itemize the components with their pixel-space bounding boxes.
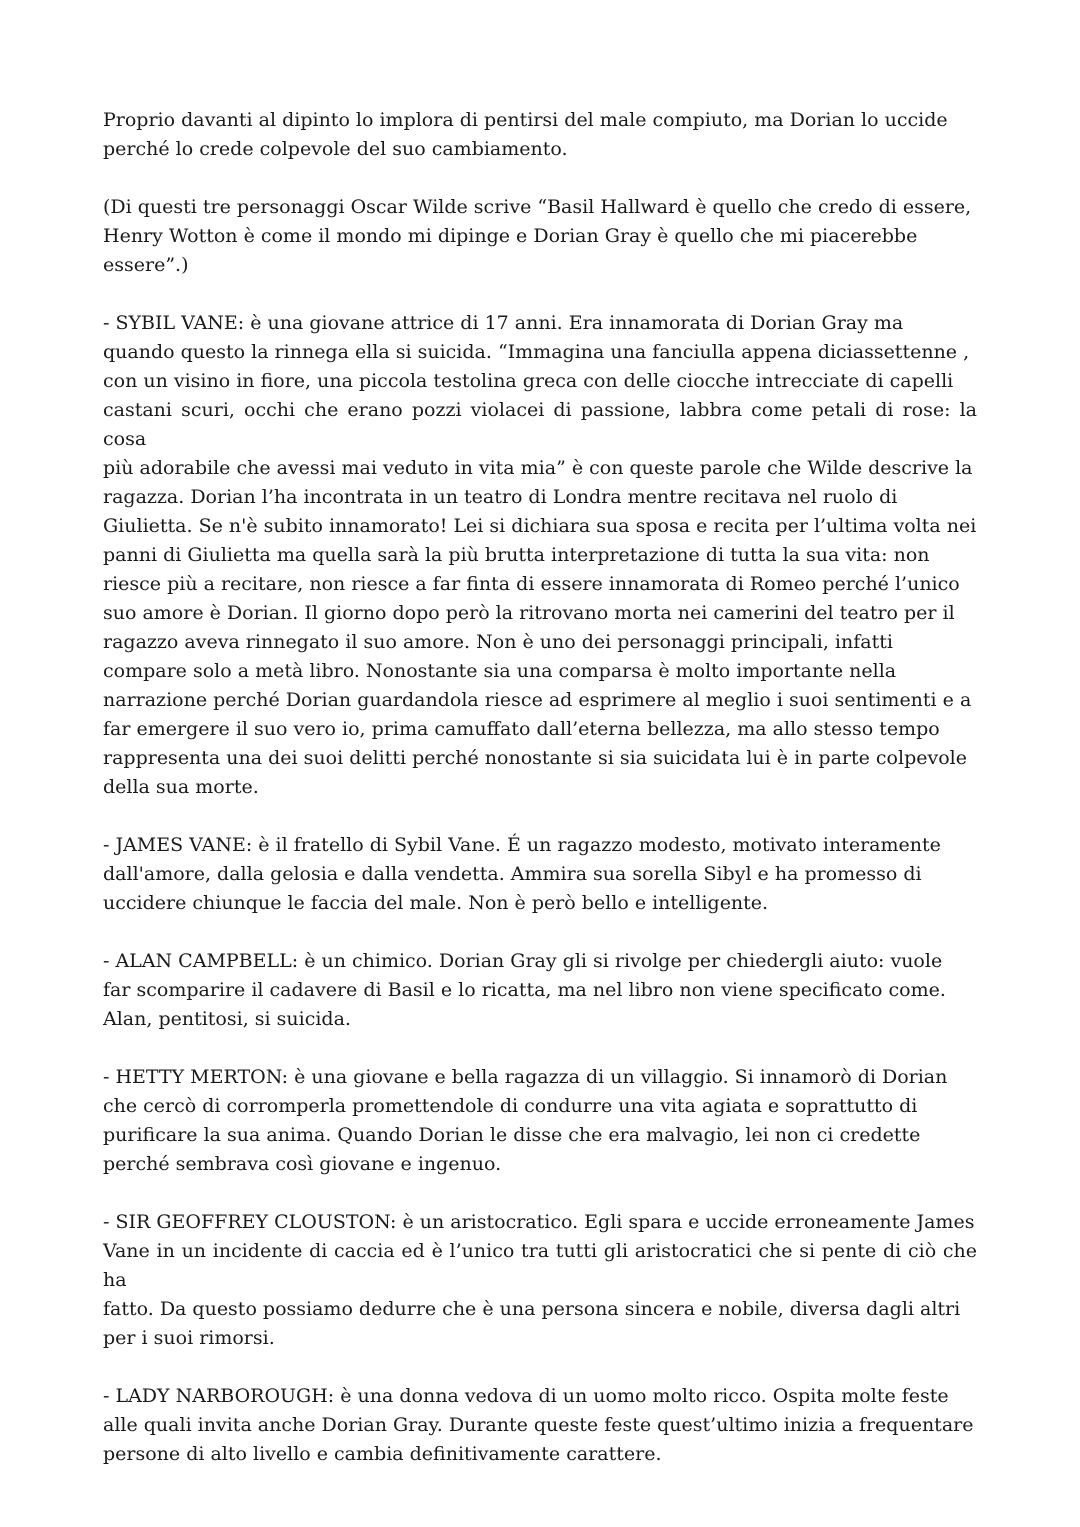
paragraph-alan-campbell: - ALAN CAMPBELL: è un chimico. Dorian Gray gli si rivolge per chiedergli aiuto: vuole far scomparire il cadavere di Basil e lo ricatta, ma nel libro non viene specificato come. Alan, pentitosi, si suicida. <box>103 950 946 1030</box>
document-page <box>103 106 977 1469</box>
paragraph-lady-narborough: - LADY NARBOROUGH: è una donna vedova di un uomo molto ricco. Ospita molte feste alle quali invita anche Dorian Gray. Durante queste feste quest’ultimo inizia a frequentare persone di alto livello e cambia definitivamente carattere. <box>103 1385 974 1465</box>
paragraph-dorian-kills-basil: Proprio davanti al dipinto lo implora di pentirsi del male compiuto, ma Dorian lo uccide perché lo crede colpevole del suo cambiamento. <box>103 109 948 160</box>
paragraph-james-vane: - JAMES VANE: è il fratello di Sybil Vane. É un ragazzo modesto, motivato interamente dall'amore, dalla gelosia e dalla vendetta. Ammira sua sorella Sibyl e ha promesso di uccidere chiunque le faccia del male. Non è però bello e intelligente. <box>103 834 941 914</box>
paragraph-sybil-vane: - SYBIL VANE: è una giovane attrice di 17 anni. Era innamorata di Dorian Gray ma quando questo la rinnega ella si suicida. “Immagina una fanciulla appena diciassettenne , con un visino in fiore, una piccola testolina greca con delle ciocche intrecciate di capelli castani scuri, occhi che erano pozzi violacei di passione, labbra come petali di rose: la cosa più adorabile che avessi mai veduto in vita mia” è con queste parole che Wilde descrive la ragazza. Dorian l’ha incontrata in un teatro di Londra mentre recitava nel ruolo di Giulietta. Se n'è subito innamorato! Lei si dichiara sua sposa e recita per l’ultima volta nei panni di Giulietta ma quella sarà la più brutta interpretazione di tutta la sua vita: non riesce più a recitare, non riesce a far finta di essere innamorata di Romeo perché l’unico suo amore è Dorian. Il giorno dopo però la ritrovano morta nei camerini del teatro per il ragazzo aveva rinnegato il suo amore. Non è uno dei personaggi principali, infatti compare solo a metà libro. Nonostante sia una comparsa è molto importante nella narrazione perché Dorian guardandola riesce ad esprimere al meglio i suoi sentimenti e a far emergere il suo vero io, prima camuffato dall’eterna bellezza, ma allo stesso tempo rappresenta una dei suoi delitti perché nonostante si sia suicidata lui è in parte colpevole della sua morte. <box>103 312 977 798</box>
paragraph-geoffrey-clouston: - SIR GEOFFREY CLOUSTON: è un aristocratico. Egli spara e uccide erroneamente James Vane in un incidente di caccia ed è l’unico tra tutti gli aristocratici che si pente di ciò che ha fatto. Da questo possiamo dedurre che è una persona sincera e nobile, diversa dagli altri per i suoi rimorsi. <box>103 1211 977 1349</box>
paragraph-wilde-quote: (Di questi tre personaggi Oscar Wilde scrive “Basil Hallward è quello che credo di essere, Henry Wotton è come il mondo mi dipinge e Dorian Gray è quello che mi piacerebbe essere”.) <box>103 196 972 276</box>
paragraph-hetty-merton: - HETTY MERTON: è una giovane e bella ragazza di un villaggio. Si innamorò di Dorian che cercò di corromperla promettendole di condurre una vita agiata e soprattutto di purificare la sua anima. Quando Dorian le disse che era malvagio, lei non ci credette perché sembrava così giovane e ingenuo. <box>103 1066 948 1175</box>
